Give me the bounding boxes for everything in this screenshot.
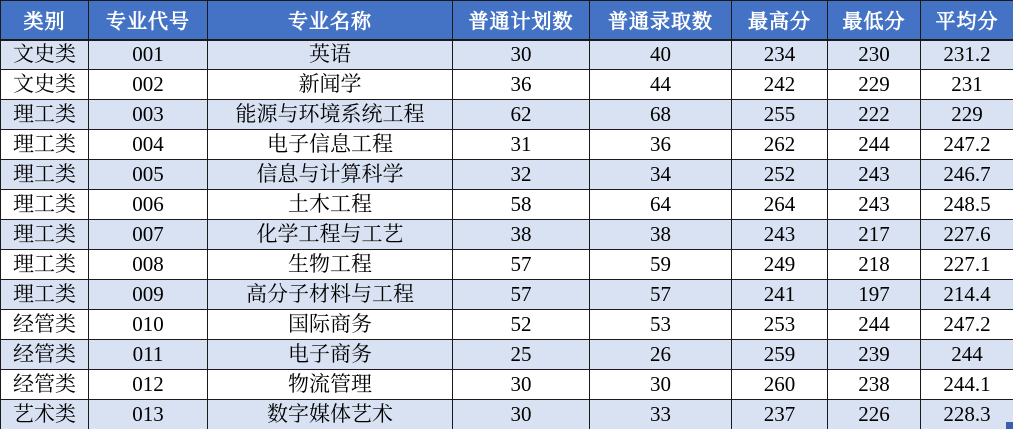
table-cell: 33 xyxy=(590,400,732,429)
table-cell: 237 xyxy=(732,400,828,429)
table-cell: 013 xyxy=(89,400,208,429)
table-cell: 247.2 xyxy=(921,310,1013,340)
table-cell: 227.6 xyxy=(921,220,1013,250)
table-cell: 57 xyxy=(590,280,732,310)
table-cell: 36 xyxy=(590,130,732,160)
table-cell: 38 xyxy=(590,220,732,250)
table-cell: 理工类 xyxy=(1,190,89,220)
table-cell: 003 xyxy=(89,100,208,130)
table-cell: 理工类 xyxy=(1,220,89,250)
table-cell: 246.7 xyxy=(921,160,1013,190)
table-cell: 008 xyxy=(89,250,208,280)
table-cell: 经管类 xyxy=(1,340,89,370)
table-cell: 36 xyxy=(453,70,590,100)
table-cell: 文史类 xyxy=(1,40,89,70)
selection-fill-handle[interactable] xyxy=(1006,422,1013,429)
table-cell: 004 xyxy=(89,130,208,160)
table-cell: 241 xyxy=(732,280,828,310)
table-cell: 011 xyxy=(89,340,208,370)
table-cell: 259 xyxy=(732,340,828,370)
table-cell: 30 xyxy=(453,370,590,400)
table-cell: 243 xyxy=(732,220,828,250)
table-cell: 244 xyxy=(828,130,921,160)
table-cell: 44 xyxy=(590,70,732,100)
column-header-major-name: 专业名称 xyxy=(208,1,453,40)
table-cell: 234 xyxy=(732,40,828,70)
table-cell: 262 xyxy=(732,130,828,160)
table-cell: 229 xyxy=(921,100,1013,130)
table-row xyxy=(1,130,1013,160)
table-cell: 244 xyxy=(921,340,1013,370)
table-cell: 218 xyxy=(828,250,921,280)
table-cell: 238 xyxy=(828,370,921,400)
table-row xyxy=(1,370,1013,400)
table-cell: 化学工程与工艺 xyxy=(208,220,453,250)
table-cell: 52 xyxy=(453,310,590,340)
table-row xyxy=(1,160,1013,190)
table-cell: 230 xyxy=(828,40,921,70)
table-cell: 生物工程 xyxy=(208,250,453,280)
table-cell: 34 xyxy=(590,160,732,190)
table-cell: 25 xyxy=(453,340,590,370)
column-header-avg-score: 平均分 xyxy=(921,1,1013,40)
table-cell: 高分子材料与工程 xyxy=(208,280,453,310)
table-row xyxy=(1,400,1013,429)
table-cell: 能源与环境系统工程 xyxy=(208,100,453,130)
table-cell: 57 xyxy=(453,250,590,280)
table-cell: 007 xyxy=(89,220,208,250)
column-header-max-score: 最高分 xyxy=(732,1,828,40)
table-row xyxy=(1,100,1013,130)
table-cell: 59 xyxy=(590,250,732,280)
table-cell: 26 xyxy=(590,340,732,370)
table-cell: 249 xyxy=(732,250,828,280)
table-cell: 电子信息工程 xyxy=(208,130,453,160)
table-cell: 物流管理 xyxy=(208,370,453,400)
table-row xyxy=(1,310,1013,340)
table-cell: 260 xyxy=(732,370,828,400)
table-cell: 艺术类 xyxy=(1,400,89,429)
table-cell: 252 xyxy=(732,160,828,190)
table-cell: 002 xyxy=(89,70,208,100)
table-cell: 009 xyxy=(89,280,208,310)
table-cell: 英语 xyxy=(208,40,453,70)
table-cell: 001 xyxy=(89,40,208,70)
table-cell: 40 xyxy=(590,40,732,70)
column-header-plan-count: 普通计划数 xyxy=(453,1,590,40)
table-body xyxy=(1,40,1013,429)
table-cell: 243 xyxy=(828,160,921,190)
table-row xyxy=(1,70,1013,100)
table-cell: 32 xyxy=(453,160,590,190)
table-header-row xyxy=(1,1,1013,40)
table-cell: 62 xyxy=(453,100,590,130)
table-cell: 土木工程 xyxy=(208,190,453,220)
table-cell: 经管类 xyxy=(1,370,89,400)
table-cell: 30 xyxy=(590,370,732,400)
table-cell: 264 xyxy=(732,190,828,220)
table-cell: 30 xyxy=(453,40,590,70)
table-row xyxy=(1,280,1013,310)
table-cell: 006 xyxy=(89,190,208,220)
table-row xyxy=(1,340,1013,370)
table-cell: 新闻学 xyxy=(208,70,453,100)
table-cell: 010 xyxy=(89,310,208,340)
table-cell: 文史类 xyxy=(1,70,89,100)
table-cell: 239 xyxy=(828,340,921,370)
table-cell: 244.1 xyxy=(921,370,1013,400)
table-cell: 53 xyxy=(590,310,732,340)
table-cell: 30 xyxy=(453,400,590,429)
table-header xyxy=(1,1,1013,40)
table-cell: 理工类 xyxy=(1,280,89,310)
table-cell: 012 xyxy=(89,370,208,400)
table-cell: 229 xyxy=(828,70,921,100)
table-cell: 005 xyxy=(89,160,208,190)
table-cell: 231.2 xyxy=(921,40,1013,70)
table-cell: 经管类 xyxy=(1,310,89,340)
table-cell: 31 xyxy=(453,130,590,160)
table-cell: 243 xyxy=(828,190,921,220)
table-cell: 电子商务 xyxy=(208,340,453,370)
table-cell: 217 xyxy=(828,220,921,250)
table-cell: 理工类 xyxy=(1,130,89,160)
table-cell: 255 xyxy=(732,100,828,130)
table-cell: 226 xyxy=(828,400,921,429)
table-cell: 244 xyxy=(828,310,921,340)
column-header-min-score: 最低分 xyxy=(828,1,921,40)
table-cell: 247.2 xyxy=(921,130,1013,160)
table-row xyxy=(1,190,1013,220)
table-cell: 64 xyxy=(590,190,732,220)
table-cell: 38 xyxy=(453,220,590,250)
column-header-category: 类别 xyxy=(1,1,89,40)
table-cell: 222 xyxy=(828,100,921,130)
table-cell: 国际商务 xyxy=(208,310,453,340)
table-cell: 57 xyxy=(453,280,590,310)
table-cell: 理工类 xyxy=(1,160,89,190)
table-cell: 231 xyxy=(921,70,1013,100)
table-cell: 理工类 xyxy=(1,100,89,130)
table-row xyxy=(1,250,1013,280)
table-cell: 253 xyxy=(732,310,828,340)
column-header-admitted-count: 普通录取数 xyxy=(590,1,732,40)
table-cell: 228.3 xyxy=(921,400,1013,429)
table-cell: 248.5 xyxy=(921,190,1013,220)
table-cell: 242 xyxy=(732,70,828,100)
table-row xyxy=(1,220,1013,250)
table-cell: 68 xyxy=(590,100,732,130)
table-cell: 227.1 xyxy=(921,250,1013,280)
table-cell: 197 xyxy=(828,280,921,310)
table-cell: 信息与计算科学 xyxy=(208,160,453,190)
column-header-major-code: 专业代号 xyxy=(89,1,208,40)
table-cell: 214.4 xyxy=(921,280,1013,310)
table-cell: 数字媒体艺术 xyxy=(208,400,453,429)
table-cell: 58 xyxy=(453,190,590,220)
table-row xyxy=(1,40,1013,70)
table-cell: 理工类 xyxy=(1,250,89,280)
